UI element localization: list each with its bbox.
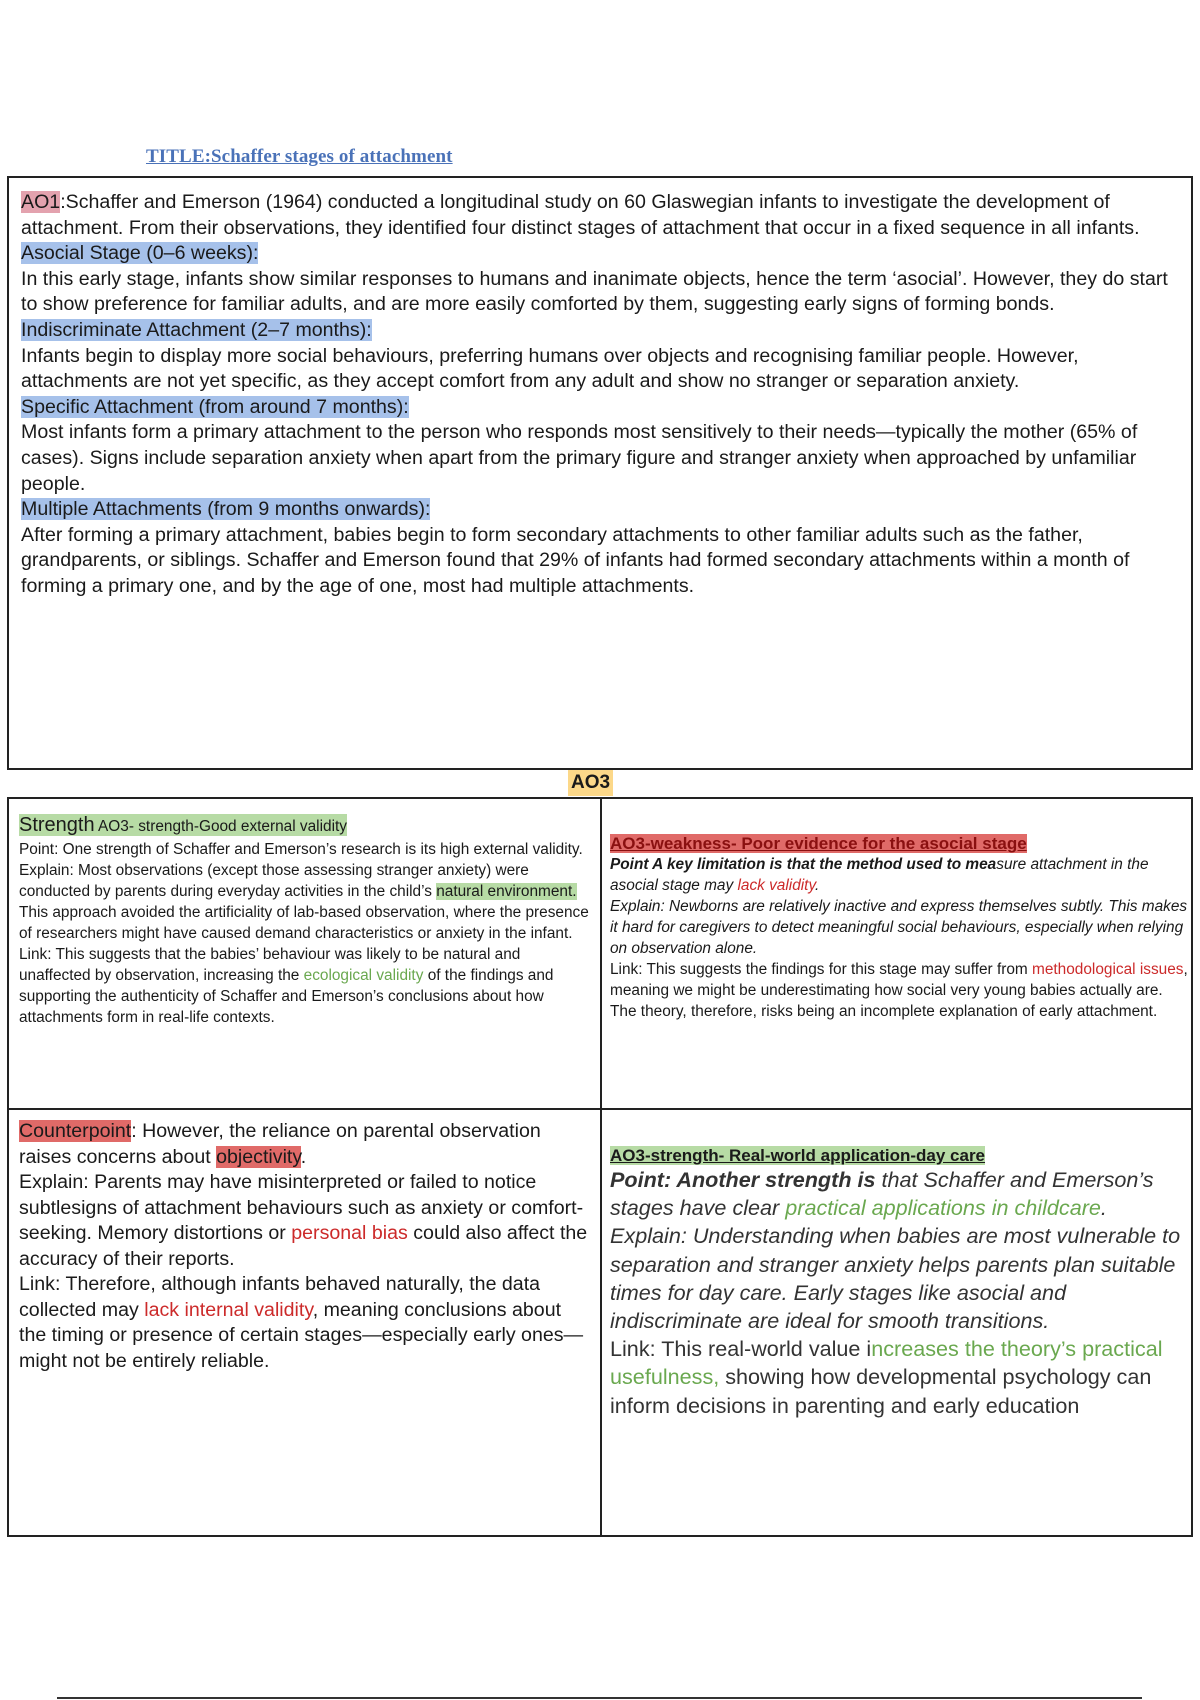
ao1-tag: AO1 <box>21 191 61 213</box>
strength2-link: Link: This real-world value increases the theory’s practical usefulness, showing how developmental psychology can inform decisions in parenting and early education <box>610 1336 1163 1418</box>
ao1-intro: AO1:Schaffer and Emerson (1964) conducted a longitudinal study on 60 Glaswegian infants to investigate the development of attachment. From their observations, they identified four distinct stages of attachment that occur in a fixed sequence in all infants. <box>21 191 1140 239</box>
strength-heading: Strength AO3- strength-Good external validity <box>19 814 347 836</box>
stage-text-asocial: In this early stage, infants show similar responses to humans and inanimate objects, hence the term ‘asocial’. However, they do start to show preference for familiar adults, and are more easily comforted by them, suggesting early signs of forming bonds. <box>21 267 1168 316</box>
stage-heading-asocial: Asocial Stage (0–6 weeks): <box>21 242 259 265</box>
weakness-link: Link: This suggests the findings for this stage may suffer from methodological issues, meaning we might be underestimating how social very young babies actually are. The theory, therefore, risks being an incomplete explanation of early attachment. <box>610 961 1188 1020</box>
ao1-section <box>7 176 1193 770</box>
ao3-grid <box>7 797 1193 1537</box>
strength-explain: Explain: Most observations (except those assessing stranger anxiety) were conducted by parents during everyday activities in the child’s natural environment. This approach avoided the artificiality of lab-based observation, where the presence of researchers might have caused demand characteristics or anxiety in the infant. <box>19 862 589 942</box>
counterpoint-explain: Explain: Parents may have misinterpreted or failed to notice subtlesigns of attachment behaviours such as anxiety or comfort-seeking. Memory distortions or personal bias could also affect the accuracy of their reports. <box>19 1171 588 1270</box>
weakness-heading: AO3-weakness- Poor evidence for the asocial stage <box>610 834 1027 853</box>
stage-heading-specific: Specific Attachment (from around 7 months): <box>21 395 409 418</box>
strength-real-world-application <box>610 1145 1190 1420</box>
stage-heading-multiple: Multiple Attachments (from 9 months onwards): <box>21 498 431 521</box>
strength2-explain: Explain: Understanding when babies are most vulnerable to separation and stranger anxiety helps parents plan suitable times for day care. Early stages like asocial and indiscriminate are ideal for smooth transitions. <box>610 1223 1181 1334</box>
strength2-point: Point: Another strength is that Schaffer and Emerson’s stages have clear practical applications in childcare. <box>610 1167 1154 1221</box>
strength-link: Link: This suggests that the babies’ behaviour was likely to be natural and unaffected by observation, increasing the ecological validity of the findings and supporting the authenticity of Schaffer and Emerson’s conclusions about how attachments form in real-life contexts. <box>19 946 554 1026</box>
page-title: TITLE:Schaffer stages of attachment <box>146 146 453 167</box>
strength-point: Point: One strength of Schaffer and Emerson’s research is its high external validity. <box>19 841 583 858</box>
counterpoint <box>19 1119 589 1374</box>
stage-text-multiple: After forming a primary attachment, babies begin to form secondary attachments to other familiar adults such as the father, grandparents, or siblings. Schaffer and Emerson found that 29% of infants had formed secondary attachments within a month of forming a primary one, and by the age of one, most had multiple attachments. <box>21 523 1130 597</box>
counterpoint-link: Link: Therefore, although infants behaved naturally, the data collected may lack internal validity, meaning conclusions about the timing or presence of certain stages—especially early ones—might not be entirely reliable. <box>19 1273 584 1372</box>
grid-divider-horizontal <box>9 1108 1191 1110</box>
stage-text-indiscriminate: Infants begin to display more social behaviours, preferring humans over objects and recognising familiar people. However, attachments are not yet specific, as they accept comfort from any adult and show no stranger or separation anxiety. <box>21 344 1079 393</box>
stage-heading-indiscriminate: Indiscriminate Attachment (2–7 months): <box>21 318 372 341</box>
ao3-label: AO3 <box>568 770 613 796</box>
grid-divider-vertical <box>600 799 602 1535</box>
stage-text-specific: Most infants form a primary attachment to the person who responds most sensitively to their needs—typically the mother (65% of cases). Signs include separation anxiety when apart from the primary figure and stranger anxiety when approached by unfamiliar people. <box>21 421 1138 495</box>
strength-external-validity <box>19 813 594 1028</box>
counterpoint-intro: Counterpoint: However, the reliance on parental observation raises concerns about objectivity. <box>19 1120 541 1168</box>
weakness-explain: Explain: Newborns are relatively inactive and express themselves subtly. This makes it hard for caregivers to detect meaningful social behaviours, especially when relying on observation alone. <box>610 898 1188 957</box>
strength2-heading: AO3-strength- Real-world application-day care <box>610 1146 986 1165</box>
footer-rule <box>57 1697 1142 1699</box>
weakness-point: Point A key limitation is that the method used to measure attachment in the asocial stage may lack validity. <box>610 856 1149 894</box>
weakness-asocial-stage <box>610 833 1190 1022</box>
